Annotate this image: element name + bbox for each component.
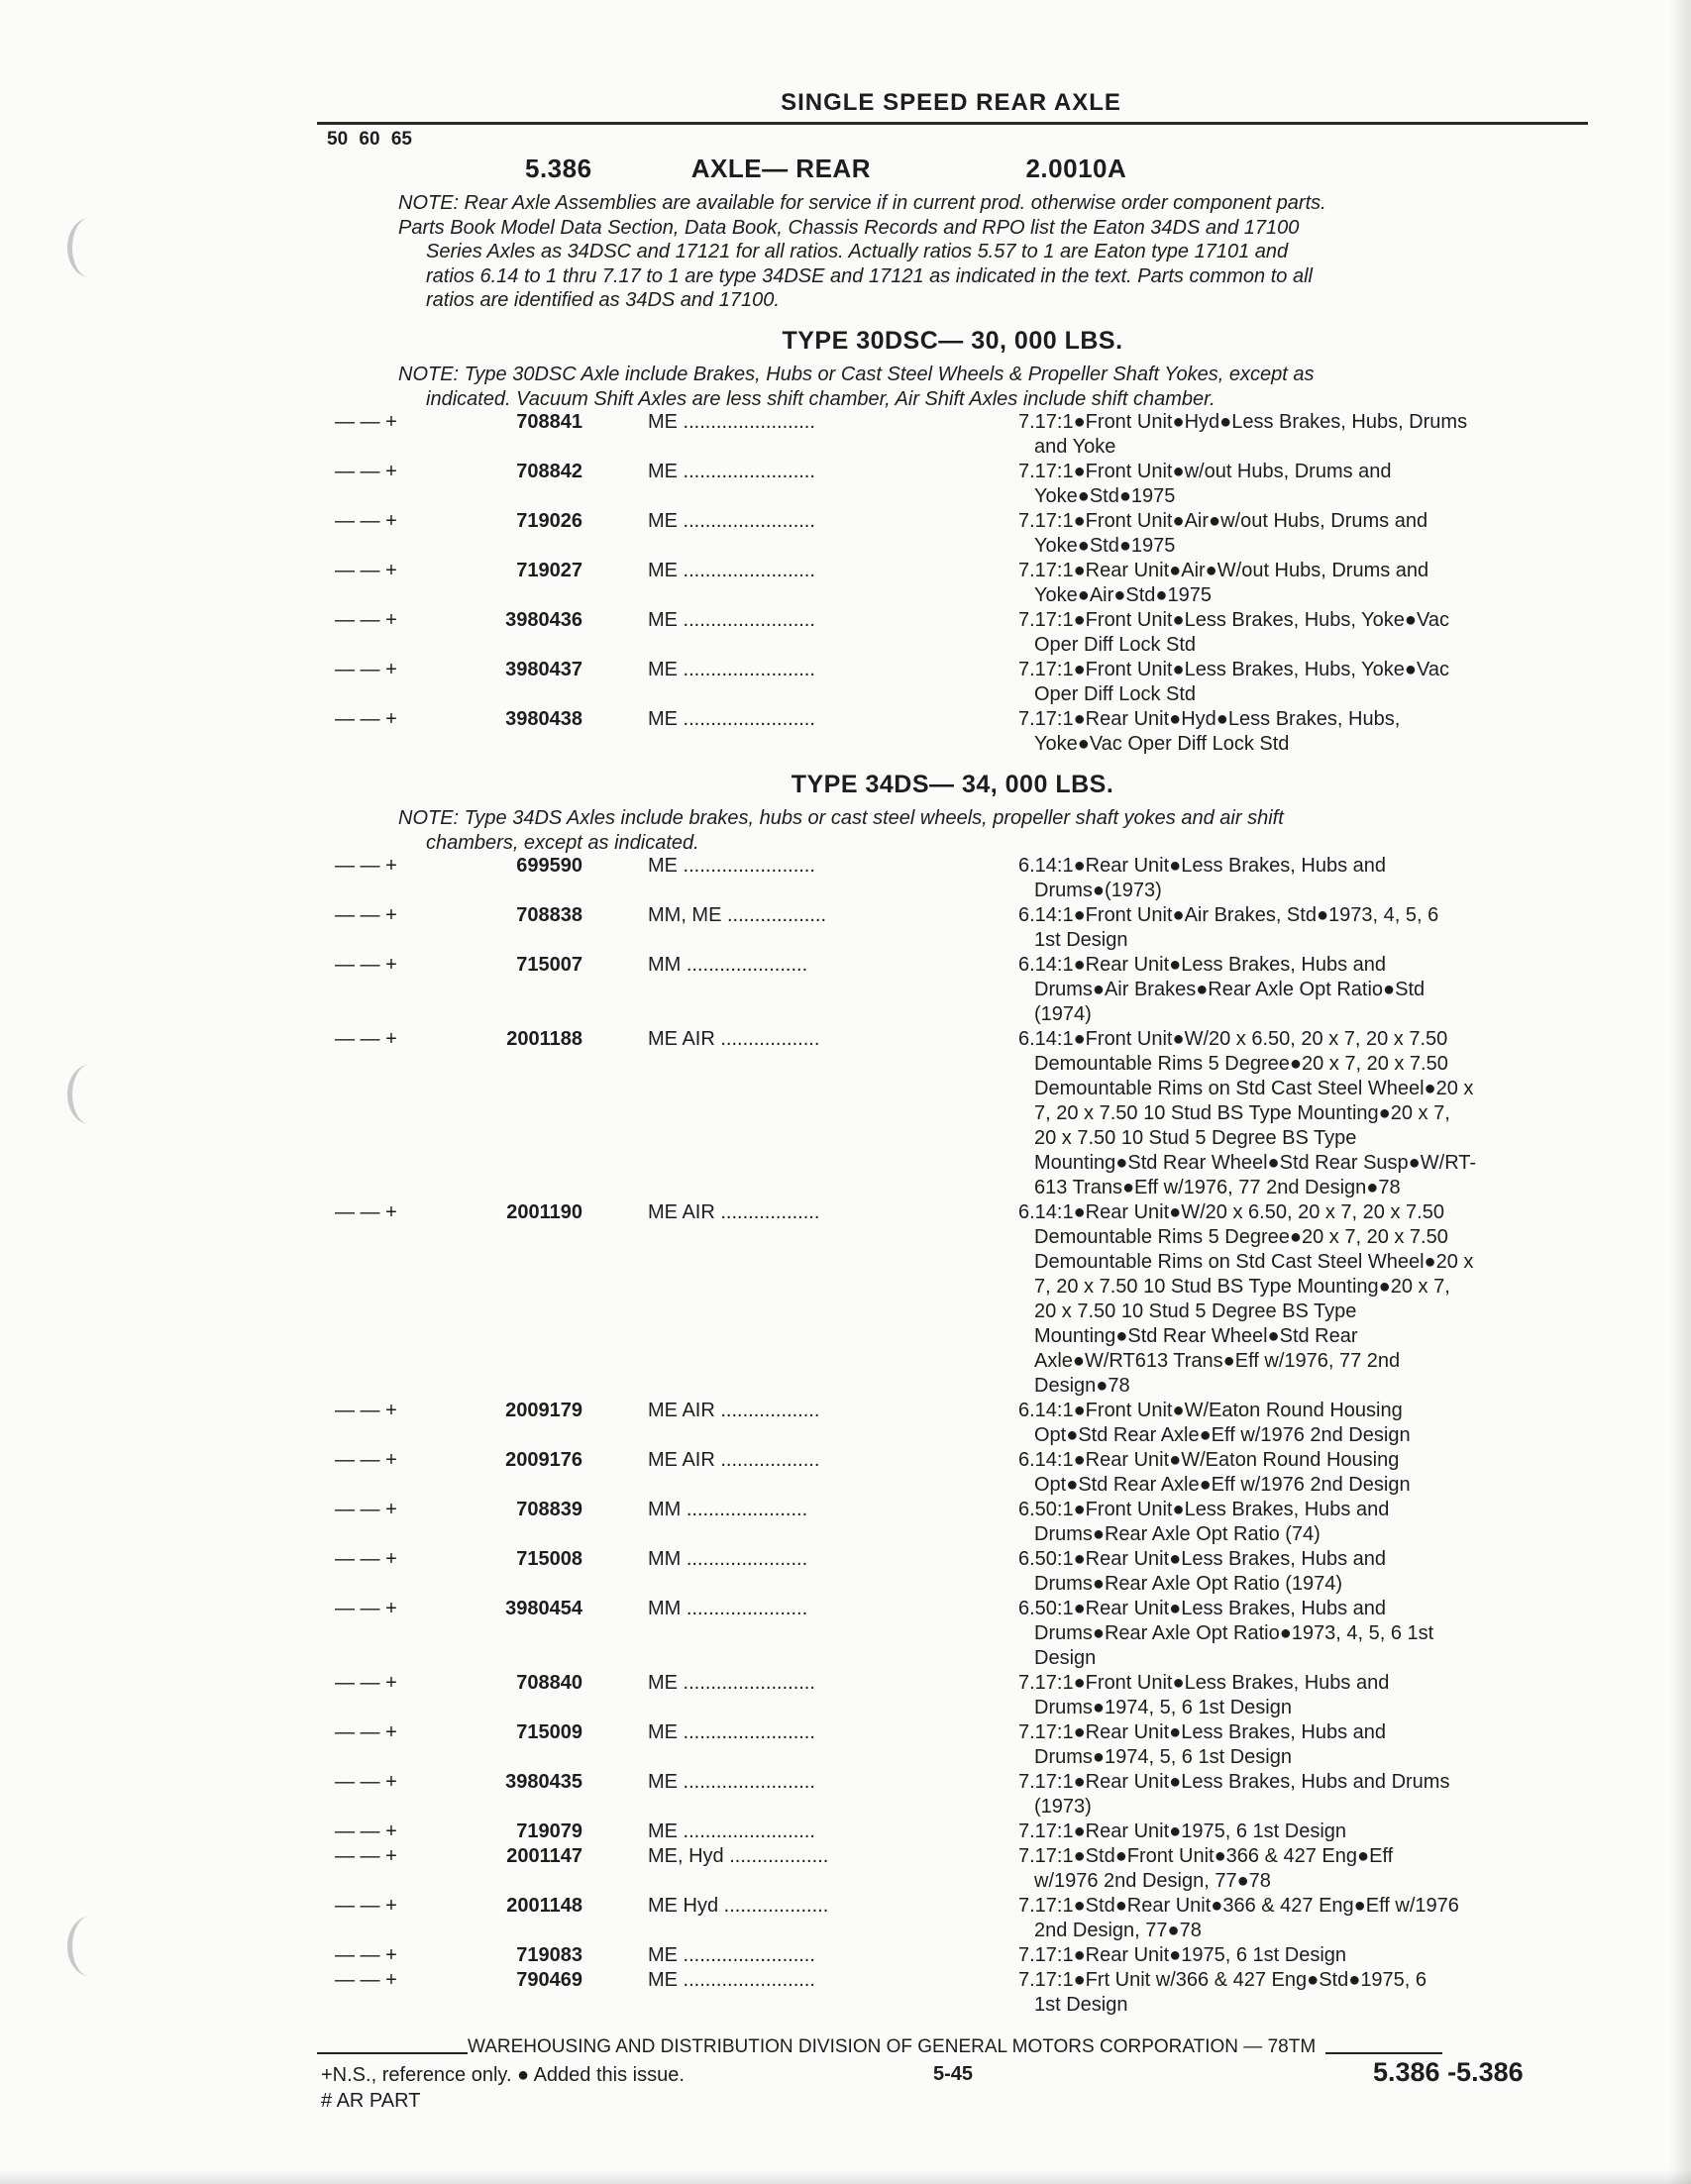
description-line: 6.50:1●Rear Unit●Less Brakes, Hubs and: [1018, 1548, 1387, 1570]
type-heading: TYPE 30DSC— 30, 000 LBS.: [782, 327, 1123, 355]
part-model: ME AIR ..................: [648, 1449, 820, 1471]
part-model: MM ......................: [648, 1598, 808, 1619]
part-description: [1018, 903, 1603, 953]
description-line: 7.17:1●Frt Unit w/366 & 427 Eng●Std●1975, 6: [1018, 1969, 1427, 1991]
part-number: 708839: [516, 1499, 582, 1520]
part-description: [1018, 658, 1603, 707]
description-line: 613 Trans●Eff w/1976, 77 2nd Design●78: [1034, 1177, 1401, 1198]
description-line: Mounting●Std Rear Wheel●Std Rear Susp●W/RT-: [1034, 1152, 1477, 1174]
type-note: [398, 806, 1597, 855]
footer-rule-left: [317, 2052, 468, 2054]
description-line: Oper Diff Lock Std: [1034, 683, 1197, 705]
part-number: 715008: [516, 1548, 582, 1570]
part-model: ME ........................: [648, 411, 815, 433]
page-bottom-shadow: [0, 2170, 1691, 2184]
group-number: 5.386: [525, 154, 592, 183]
part-number: 790469: [516, 1969, 582, 1991]
group-reference: 5.386 -5.386: [1373, 2057, 1524, 2087]
part-model: MM ......................: [648, 1499, 808, 1520]
part-model: ME AIR ..................: [648, 1028, 820, 1050]
description-line: Yoke●Std●1975: [1034, 485, 1176, 507]
description-line: 7.17:1●Front Unit●Air●w/out Hubs, Drums and: [1018, 510, 1428, 532]
description-line: Drums●(1973): [1034, 880, 1162, 901]
part-marks: — — +: [335, 708, 397, 730]
part-marks: — — +: [335, 1820, 397, 1842]
part-model: ME ........................: [648, 1944, 815, 1966]
description-line: 7.17:1●Front Unit●Hyd●Less Brakes, Hubs, Drums: [1018, 411, 1468, 433]
part-number: 2009176: [505, 1449, 582, 1471]
footer-division: WAREHOUSING AND DISTRIBUTION DIVISION OF GENERAL MOTORS CORPORATION — 78TM: [468, 2036, 1317, 2057]
description-line: 6.50:1●Rear Unit●Less Brakes, Hubs and: [1018, 1598, 1387, 1619]
part-number: 715007: [516, 954, 582, 976]
part-marks: — — +: [335, 510, 397, 532]
part-description: [1018, 1968, 1603, 2018]
type-note-line: chambers, except as indicated.: [426, 831, 699, 854]
footer-division-line: [317, 2036, 1588, 2058]
part-marks: — — +: [335, 1201, 397, 1223]
part-marks: — — +: [335, 560, 397, 581]
model-codes: 50 60 65: [327, 129, 412, 150]
part-description: [1018, 1770, 1603, 1820]
description-line: Design●78: [1034, 1375, 1130, 1397]
part-marks: — — +: [335, 609, 397, 631]
part-description: [1018, 509, 1603, 559]
description-line: 20 x 7.50 10 Stud 5 Degree BS Type: [1034, 1300, 1357, 1322]
intro-note-line: Series Axles as 34DSC and 17121 for all ratios. Actually ratios 5.57 to 1 are Eaton type 17101 and: [426, 241, 1289, 263]
binder-hole-icon: [67, 1065, 112, 1124]
description-line: 7, 20 x 7.50 10 Stud BS Type Mounting●20 x 7,: [1034, 1276, 1450, 1298]
part-number: 2009179: [505, 1400, 582, 1421]
part-model: ME AIR ..................: [648, 1400, 820, 1421]
description-line: Yoke●Air●Std●1975: [1034, 584, 1212, 606]
part-model: ME ........................: [648, 1721, 815, 1743]
type-heading: TYPE 34DS— 34, 000 LBS.: [791, 771, 1114, 798]
description-line: Demountable Rims 5 Degree●20 x 7, 20 x 7.50: [1034, 1226, 1448, 1248]
intro-note-line: ratios are identified as 34DS and 17100.: [426, 289, 780, 312]
part-marks: — — +: [335, 1449, 397, 1471]
intro-note-first: NOTE: Rear Axle Assemblies are available for service if in current prod. otherwise order component parts.: [398, 192, 1326, 214]
binder-hole-icon: [67, 218, 112, 277]
page-edge-shadow: [1669, 0, 1691, 2184]
page-number: 5-45: [933, 2063, 974, 2085]
part-model: ME ........................: [648, 1672, 815, 1694]
part-model: ME ........................: [648, 1969, 815, 1991]
part-description: [1018, 460, 1603, 509]
description-line: 7.17:1●Rear Unit●1975, 6 1st Design: [1018, 1944, 1347, 1966]
description-line: 7, 20 x 7.50 10 Stud BS Type Mounting●20 x 7,: [1034, 1102, 1450, 1124]
part-model: ME ........................: [648, 1820, 815, 1842]
description-line: Drums●Rear Axle Opt Ratio (1974): [1034, 1573, 1343, 1595]
intro-note-line: Parts Book Model Data Section, Data Book, Chassis Records and RPO list the Eaton 34DS and 17100: [398, 216, 1300, 239]
part-number: 708838: [516, 904, 582, 926]
part-number: 715009: [516, 1721, 582, 1743]
description-line: 7.17:1●Rear Unit●Air●W/out Hubs, Drums and: [1018, 560, 1429, 581]
part-model: ME, Hyd ..................: [648, 1845, 829, 1867]
description-line: 7.17:1●Rear Unit●Less Brakes, Hubs and Drums: [1018, 1771, 1450, 1793]
part-model: ME ........................: [648, 855, 815, 877]
part-model: MM ......................: [648, 954, 808, 976]
description-line: Yoke●Std●1975: [1034, 535, 1176, 557]
part-number: 719026: [516, 510, 582, 532]
part-number: 719083: [516, 1944, 582, 1966]
part-model: ME ........................: [648, 609, 815, 631]
part-number: 3980436: [505, 609, 582, 631]
part-marks: — — +: [335, 411, 397, 433]
part-model: ME ........................: [648, 510, 815, 532]
part-marks: — — +: [335, 461, 397, 482]
description-line: 7.17:1●Rear Unit●Less Brakes, Hubs and: [1018, 1721, 1387, 1743]
description-line: Oper Diff Lock Std: [1034, 634, 1197, 656]
part-description: [1018, 1894, 1603, 1943]
part-description: [1018, 1820, 1603, 1844]
part-description: [1018, 1448, 1603, 1498]
part-description: [1018, 953, 1603, 1027]
description-line: Drums●1974, 5, 6 1st Design: [1034, 1697, 1292, 1718]
footer-rule-right: [1325, 2052, 1442, 2054]
description-line: Opt●Std Rear Axle●Eff w/1976 2nd Design: [1034, 1424, 1411, 1446]
type-note-first: NOTE: Type 30DSC Axle include Brakes, Hubs or Cast Steel Wheels & Propeller Shaft Yokes, except as: [398, 364, 1315, 385]
part-marks: — — +: [335, 1721, 397, 1743]
part-number: 2001190: [506, 1201, 582, 1223]
description-line: 6.14:1●Front Unit●Air Brakes, Std●1973, 4, 5, 6: [1018, 904, 1439, 926]
description-line: Drums●Rear Axle Opt Ratio (74): [1034, 1523, 1321, 1545]
part-description: [1018, 608, 1603, 658]
part-marks: — — +: [335, 1400, 397, 1421]
part-marks: — — +: [335, 1499, 397, 1520]
legend-line: +N.S., reference only. ● Added this issue.: [321, 2064, 685, 2086]
description-line: 6.14:1●Rear Unit●W/20 x 6.50, 20 x 7, 20 x 7.50: [1018, 1201, 1444, 1223]
part-number: 699590: [516, 855, 582, 877]
part-marks: — — +: [335, 1845, 397, 1867]
part-description: [1018, 1399, 1603, 1448]
part-number: 708842: [516, 461, 582, 482]
description-line: 7.17:1●Std●Front Unit●366 & 427 Eng●Eff: [1018, 1845, 1394, 1867]
description-line: (1974): [1034, 1003, 1092, 1025]
footer-legend: [321, 2062, 685, 2114]
part-number: 719079: [516, 1820, 582, 1842]
description-line: 7.17:1●Rear Unit●Hyd●Less Brakes, Hubs,: [1018, 708, 1401, 730]
part-marks: — — +: [335, 1771, 397, 1793]
description-line: Demountable Rims on Std Cast Steel Wheel●20 x: [1034, 1078, 1474, 1099]
description-line: 7.17:1●Front Unit●Less Brakes, Hubs, Yoke●Vac: [1018, 609, 1449, 631]
description-line: Drums●1974, 5, 6 1st Design: [1034, 1746, 1292, 1768]
part-model: ME ........................: [648, 461, 815, 482]
part-description: [1018, 559, 1603, 608]
description-line: Drums●Air Brakes●Rear Axle Opt Ratio●Std: [1034, 979, 1426, 1000]
part-description: [1018, 1943, 1603, 1968]
group-name: AXLE— REAR: [690, 154, 871, 183]
part-number: 719027: [516, 560, 582, 581]
part-number: 2001188: [506, 1028, 582, 1050]
description-line: 20 x 7.50 10 Stud 5 Degree BS Type: [1034, 1127, 1357, 1149]
description-line: 7.17:1●Front Unit●w/out Hubs, Drums and: [1018, 461, 1392, 482]
part-model: ME ........................: [648, 659, 815, 680]
description-line: Axle●W/RT613 Trans●Eff w/1976, 77 2nd: [1034, 1350, 1401, 1372]
part-model: MM, ME ..................: [648, 904, 827, 926]
part-marks: — — +: [335, 1969, 397, 1991]
part-marks: — — +: [335, 659, 397, 680]
part-marks: — — +: [335, 855, 397, 877]
part-marks: — — +: [335, 1598, 397, 1619]
part-model: ME ........................: [648, 708, 815, 730]
part-description: [1018, 1200, 1603, 1399]
description-line: Mounting●Std Rear Wheel●Std Rear: [1034, 1325, 1358, 1347]
description-line: Design: [1034, 1647, 1097, 1669]
part-number: 3980435: [505, 1771, 582, 1793]
group-heading: [525, 154, 1126, 184]
part-marks: — — +: [335, 954, 397, 976]
description-line: 1st Design: [1034, 929, 1128, 951]
intro-note-line: ratios 6.14 to 1 thru 7.17 to 1 are type 34DSE and 17121 as indicated in the text. Parts common to all: [426, 264, 1313, 287]
part-number: 708840: [516, 1672, 582, 1694]
part-description: [1018, 1597, 1603, 1671]
part-description: [1018, 1547, 1603, 1597]
description-line: 7.17:1●Rear Unit●1975, 6 1st Design: [1018, 1820, 1347, 1842]
description-line: 1st Design: [1034, 1994, 1128, 2016]
description-line: w/1976 2nd Design, 77●78: [1034, 1870, 1271, 1892]
description-line: 6.14:1●Rear Unit●Less Brakes, Hubs and: [1018, 855, 1387, 877]
part-marks: — — +: [335, 1895, 397, 1917]
description-line: Yoke●Vac Oper Diff Lock Std: [1034, 733, 1290, 755]
part-number: 3980437: [505, 659, 582, 680]
part-model: ME AIR ..................: [648, 1201, 820, 1223]
binder-hole-icon: [67, 1917, 112, 1976]
description-line: 6.14:1●Front Unit●W/20 x 6.50, 20 x 7, 20 x 7.50: [1018, 1028, 1448, 1050]
description-line: Drums●Rear Axle Opt Ratio●1973, 4, 5, 6 1st: [1034, 1622, 1434, 1644]
part-description: [1018, 410, 1603, 460]
part-description: [1018, 1671, 1603, 1720]
description-line: Demountable Rims 5 Degree●20 x 7, 20 x 7.50: [1034, 1053, 1448, 1075]
type-note: [398, 363, 1597, 411]
part-model: MM ......................: [648, 1548, 808, 1570]
legend-line: # AR PART: [321, 2090, 421, 2112]
group-code: 2.0010A: [1025, 154, 1127, 183]
part-description: [1018, 854, 1603, 903]
type-note-line: indicated. Vacuum Shift Axles are less shift chamber, Air Shift Axles include shift chamber.: [426, 387, 1215, 410]
section-title: SINGLE SPEED REAR AXLE: [781, 89, 1121, 116]
part-description: [1018, 1720, 1603, 1770]
part-description: [1018, 707, 1603, 757]
part-number: 3980438: [505, 708, 582, 730]
description-line: 6.14:1●Front Unit●W/Eaton Round Housing: [1018, 1400, 1403, 1421]
description-line: 6.14:1●Rear Unit●W/Eaton Round Housing: [1018, 1449, 1400, 1471]
part-number: 2001148: [506, 1895, 582, 1917]
description-line: 6.50:1●Front Unit●Less Brakes, Hubs and: [1018, 1499, 1390, 1520]
description-line: Demountable Rims on Std Cast Steel Wheel●20 x: [1034, 1251, 1474, 1273]
description-line: (1973): [1034, 1796, 1092, 1818]
part-model: ME ........................: [648, 1771, 815, 1793]
description-line: 2nd Design, 77●78: [1034, 1920, 1202, 1941]
part-number: 708841: [516, 411, 582, 433]
part-description: [1018, 1844, 1603, 1894]
part-description: [1018, 1027, 1603, 1200]
header-rule: [317, 122, 1588, 125]
description-line: 6.14:1●Rear Unit●Less Brakes, Hubs and: [1018, 954, 1387, 976]
part-number: 2001147: [506, 1845, 582, 1867]
description-line: 7.17:1●Std●Rear Unit●366 & 427 Eng●Eff w/1976: [1018, 1895, 1459, 1917]
part-marks: — — +: [335, 1028, 397, 1050]
description-line: Opt●Std Rear Axle●Eff w/1976 2nd Design: [1034, 1474, 1411, 1496]
part-marks: — — +: [335, 1548, 397, 1570]
description-line: 7.17:1●Front Unit●Less Brakes, Hubs and: [1018, 1672, 1390, 1694]
part-marks: — — +: [335, 904, 397, 926]
intro-note: [398, 191, 1597, 313]
part-model: ME ........................: [648, 560, 815, 581]
description-line: 7.17:1●Front Unit●Less Brakes, Hubs, Yoke●Vac: [1018, 659, 1449, 680]
type-note-first: NOTE: Type 34DS Axles include brakes, hubs or cast steel wheels, propeller shaft yokes and air shift: [398, 807, 1284, 829]
part-number: 3980454: [505, 1598, 582, 1619]
part-model: ME Hyd ...................: [648, 1895, 829, 1917]
part-marks: — — +: [335, 1672, 397, 1694]
description-line: and Yoke: [1034, 436, 1116, 458]
part-description: [1018, 1498, 1603, 1547]
part-marks: — — +: [335, 1944, 397, 1966]
